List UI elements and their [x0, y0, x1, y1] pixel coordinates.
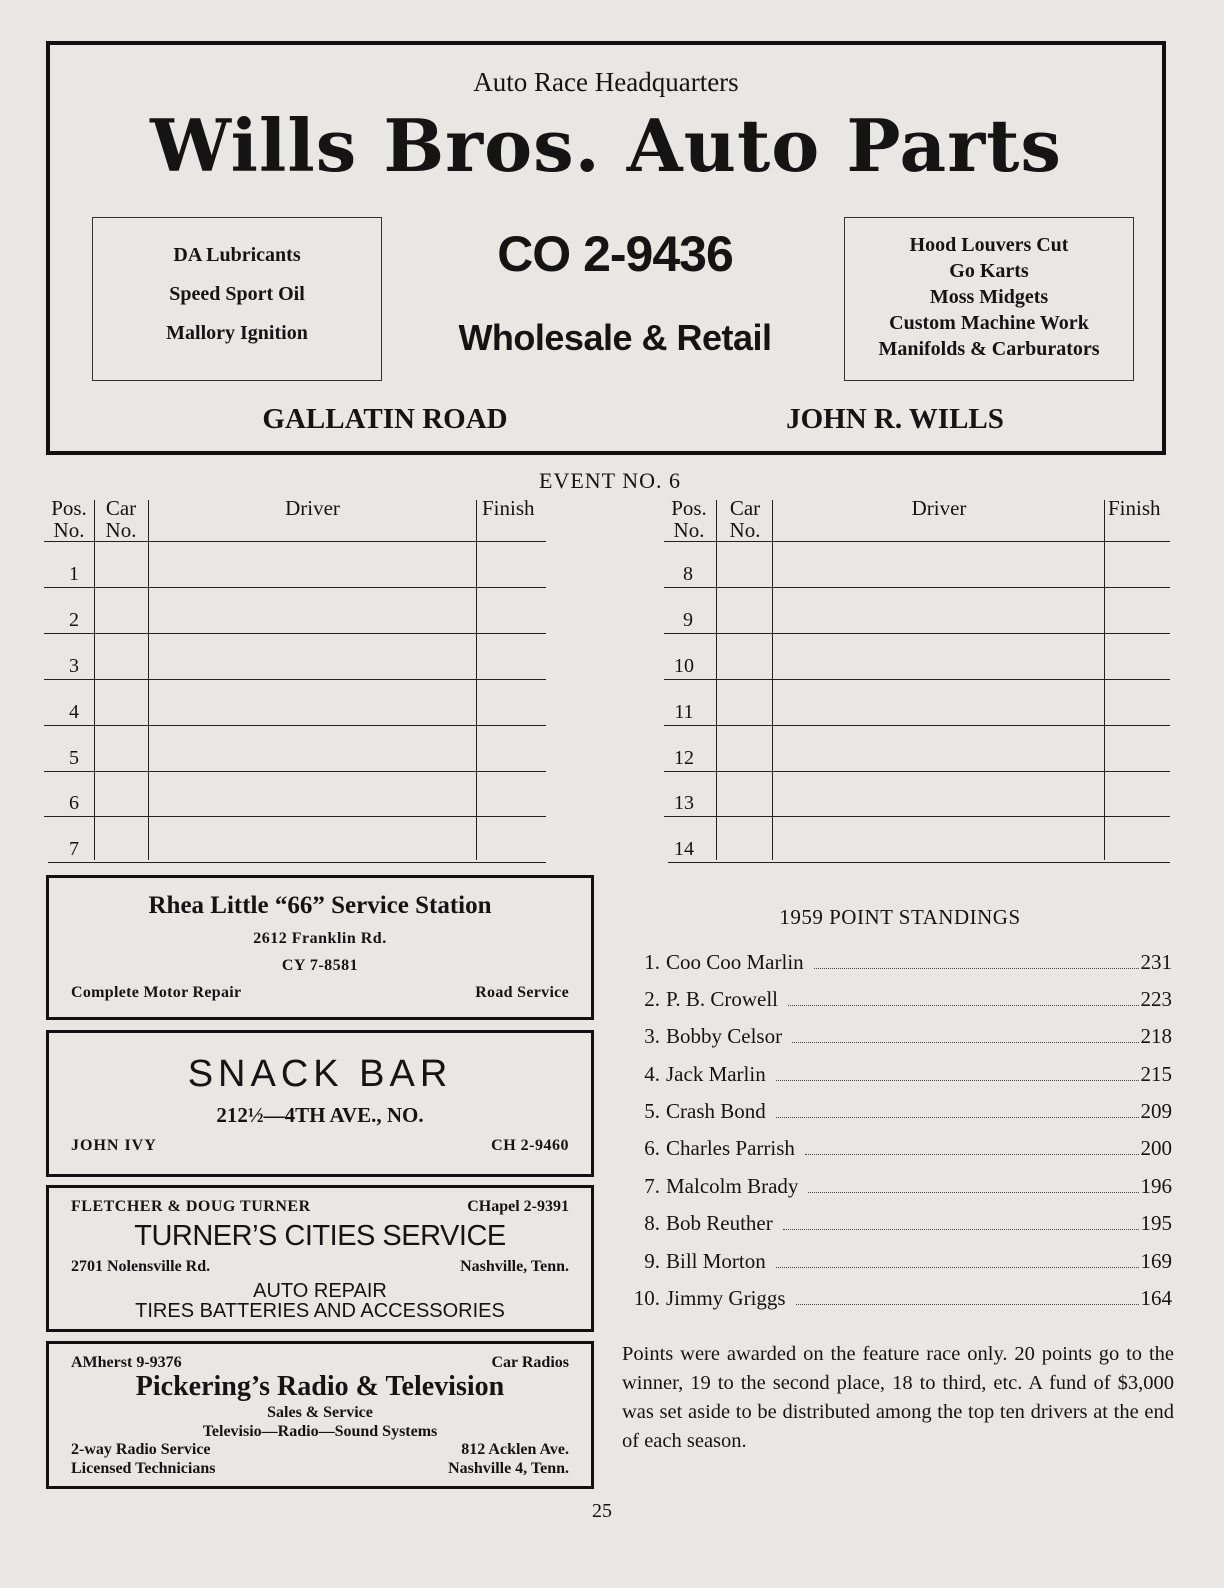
standings-points: 200: [1140, 1136, 1172, 1160]
driver-header: Driver: [911, 496, 967, 520]
pos-header: Pos. No.: [671, 496, 707, 542]
car-header: Car No.: [729, 496, 761, 542]
leader-dots: [808, 1192, 1138, 1193]
row-rule: [48, 862, 546, 863]
position-number: 6: [69, 792, 79, 814]
standings-rank: 8.: [644, 1211, 660, 1235]
rhea-left: Complete Motor Repair: [71, 984, 242, 1001]
row-rule: [664, 587, 1170, 588]
standings-rank: 7.: [644, 1174, 660, 1198]
leader-dots: [796, 1304, 1139, 1305]
snack-bar-ad: [46, 1030, 594, 1177]
turner-city: Nashville, Tenn.: [460, 1258, 569, 1275]
standings-row: [620, 987, 1172, 1017]
standings-row: [620, 1286, 1172, 1316]
standings-points: 223: [1140, 987, 1172, 1011]
turner-owners: FLETCHER & DOUG TURNER: [71, 1198, 311, 1215]
standings-points: 231: [1140, 950, 1172, 974]
standings-rank: 3.: [644, 1024, 660, 1048]
standings-driver: Coo Coo Marlin: [666, 950, 804, 974]
column-divider: [148, 500, 149, 860]
leader-dots: [776, 1267, 1139, 1268]
rhea-title: Rhea Little “66” Service Station: [148, 892, 492, 919]
position-number: 7: [69, 838, 79, 860]
standings-points: 195: [1140, 1211, 1172, 1235]
position-number: 10: [674, 655, 694, 677]
ad-title: Wills Bros. Auto Parts: [150, 103, 1062, 188]
snack-phone: CH 2-9460: [491, 1137, 569, 1154]
column-divider: [476, 500, 477, 860]
pickering-top-right: Car Radios: [491, 1354, 569, 1371]
standings-row: [620, 950, 1172, 980]
product-item: DA Lubricants: [173, 244, 301, 266]
standings-driver: Charles Parrish: [666, 1136, 795, 1160]
row-rule: [664, 679, 1170, 680]
pickering-phone: AMherst 9-9376: [71, 1354, 182, 1371]
pickering-left1: 2-way Radio Service: [71, 1441, 211, 1458]
finish-header: Finish: [1108, 496, 1161, 520]
ad-tagline: Wholesale & Retail: [458, 317, 772, 358]
standings-rank: 2.: [644, 987, 660, 1011]
position-number: 5: [69, 747, 79, 769]
event-title: EVENT NO. 6: [539, 468, 681, 493]
ad-owner: JOHN R. WILLS: [786, 403, 1004, 435]
car-header: Car No.: [105, 496, 137, 542]
service-item: Hood Louvers Cut: [909, 234, 1069, 256]
standings-title: 1959 POINT STANDINGS: [779, 905, 1021, 929]
standings-driver: Bob Reuther: [666, 1211, 773, 1235]
standings-driver: P. B. Crowell: [666, 987, 779, 1011]
column-divider: [772, 500, 773, 860]
leader-dots: [783, 1229, 1139, 1230]
pos-header: Pos. No.: [51, 496, 87, 542]
position-number: 3: [69, 655, 79, 677]
leader-dots: [814, 968, 1139, 969]
row-rule: [44, 679, 546, 680]
position-number: 1: [69, 563, 79, 585]
standings-row: [620, 1024, 1172, 1054]
rhea-right: Road Service: [475, 984, 569, 1001]
snack-title: SNACK BAR: [187, 1053, 453, 1095]
leader-dots: [776, 1080, 1139, 1081]
column-divider: [94, 500, 95, 860]
service-item: Custom Machine Work: [889, 312, 1089, 334]
pickering-title: Pickering’s Radio & Television: [135, 1371, 505, 1402]
turner-title: TURNER’S CITIES SERVICE: [134, 1220, 506, 1252]
row-rule: [44, 771, 546, 772]
row-rule: [664, 725, 1170, 726]
standings-rank: 1.: [644, 950, 660, 974]
row-rule: [44, 725, 546, 726]
row-rule: [44, 816, 546, 817]
position-number: 14: [674, 838, 694, 860]
driver-header: Driver: [285, 496, 340, 520]
standings-row: [620, 1136, 1172, 1166]
position-number: 11: [674, 701, 694, 723]
standings-rank: 5.: [644, 1099, 660, 1123]
standings-rank: 10.: [633, 1286, 660, 1310]
service-item: Moss Midgets: [929, 286, 1049, 308]
rhea-phone: CY 7-8581: [281, 957, 359, 974]
position-number: 8: [683, 563, 693, 585]
snack-address: 212½—4TH AVE., NO.: [216, 1103, 424, 1127]
product-item: Speed Sport Oil: [169, 283, 305, 305]
standings-rank: 4.: [644, 1062, 660, 1086]
position-number: 9: [683, 609, 693, 631]
pickering-sub2: Televisio—Radio—Sound Systems: [202, 1423, 438, 1440]
rhea-ad: [46, 875, 594, 1020]
standings-driver: Bill Morton: [666, 1249, 766, 1273]
column-divider: [716, 500, 717, 860]
position-number: 2: [69, 609, 79, 631]
wills-bros-ad: [46, 41, 1166, 455]
standings-driver: Malcolm Brady: [666, 1174, 799, 1198]
turner-address: 2701 Nolensville Rd.: [71, 1258, 211, 1275]
ad-phone: CO 2-9436: [497, 226, 733, 282]
turner-line1: AUTO REPAIR: [253, 1280, 387, 1302]
standings-driver: Bobby Celsor: [666, 1024, 783, 1048]
standings-driver: Jack Marlin: [666, 1062, 766, 1086]
standings-row: [620, 1249, 1172, 1279]
row-rule: [44, 633, 546, 634]
header-rule: [664, 541, 1170, 542]
standings-rank: 6.: [644, 1136, 660, 1160]
services-box: [844, 217, 1134, 381]
position-number: 4: [69, 701, 79, 723]
finish-header: Finish: [482, 496, 535, 520]
service-item: Manifolds & Carburators: [878, 338, 1100, 360]
row-rule: [664, 816, 1170, 817]
standings-row: [620, 1099, 1172, 1129]
turner-ad: [46, 1185, 594, 1332]
row-rule: [44, 587, 546, 588]
leader-dots: [776, 1117, 1139, 1118]
rhea-address: 2612 Franklin Rd.: [253, 930, 387, 947]
position-number: 13: [674, 792, 694, 814]
turner-phone: CHapel 2-9391: [467, 1198, 569, 1215]
standings-driver: Jimmy Griggs: [666, 1286, 786, 1310]
turner-line2: TIRES BATTERIES AND ACCESSORIES: [135, 1300, 505, 1322]
row-rule: [664, 633, 1170, 634]
header-rule: [44, 541, 546, 542]
standings-row: [620, 1174, 1172, 1204]
standings-row: [620, 1062, 1172, 1092]
standings-driver: Crash Bond: [666, 1099, 766, 1123]
standings-row: [620, 1211, 1172, 1241]
standings-points: 164: [1140, 1286, 1172, 1310]
page-number: 25: [592, 1500, 612, 1522]
position-number: 12: [674, 747, 694, 769]
standings-rank: 9.: [644, 1249, 660, 1273]
row-rule: [668, 862, 1170, 863]
product-item: Mallory Ignition: [166, 322, 308, 344]
pickering-sub1: Sales & Service: [267, 1404, 373, 1421]
ad-subtitle: Auto Race Headquarters: [473, 67, 739, 97]
standings-points: 215: [1140, 1062, 1172, 1086]
leader-dots: [788, 1005, 1138, 1006]
service-item: Go Karts: [949, 260, 1029, 282]
standings-footnote: Points were awarded on the feature race only. 20 points go to the winner, 19 to the second place, 18 to third, etc. A fund of $3,000 was set aside to be distributed among the top ten drivers at the end of each season.: [622, 1343, 1174, 1452]
standings-points: 169: [1140, 1249, 1172, 1273]
products-box: [92, 217, 382, 381]
standings-points: 209: [1140, 1099, 1172, 1123]
ad-address: GALLATIN ROAD: [262, 403, 508, 435]
row-rule: [664, 771, 1170, 772]
snack-owner: JOHN IVY: [71, 1137, 157, 1154]
pickering-right2: Nashville 4, Tenn.: [448, 1460, 569, 1477]
column-divider: [1104, 500, 1105, 860]
pickering-right1: 812 Acklen Ave.: [461, 1441, 569, 1458]
standings-points: 218: [1140, 1024, 1172, 1048]
pickering-left2: Licensed Technicians: [71, 1460, 216, 1477]
leader-dots: [792, 1042, 1138, 1043]
leader-dots: [805, 1154, 1139, 1155]
standings-points: 196: [1140, 1174, 1172, 1198]
pickering-ad: [46, 1341, 594, 1489]
